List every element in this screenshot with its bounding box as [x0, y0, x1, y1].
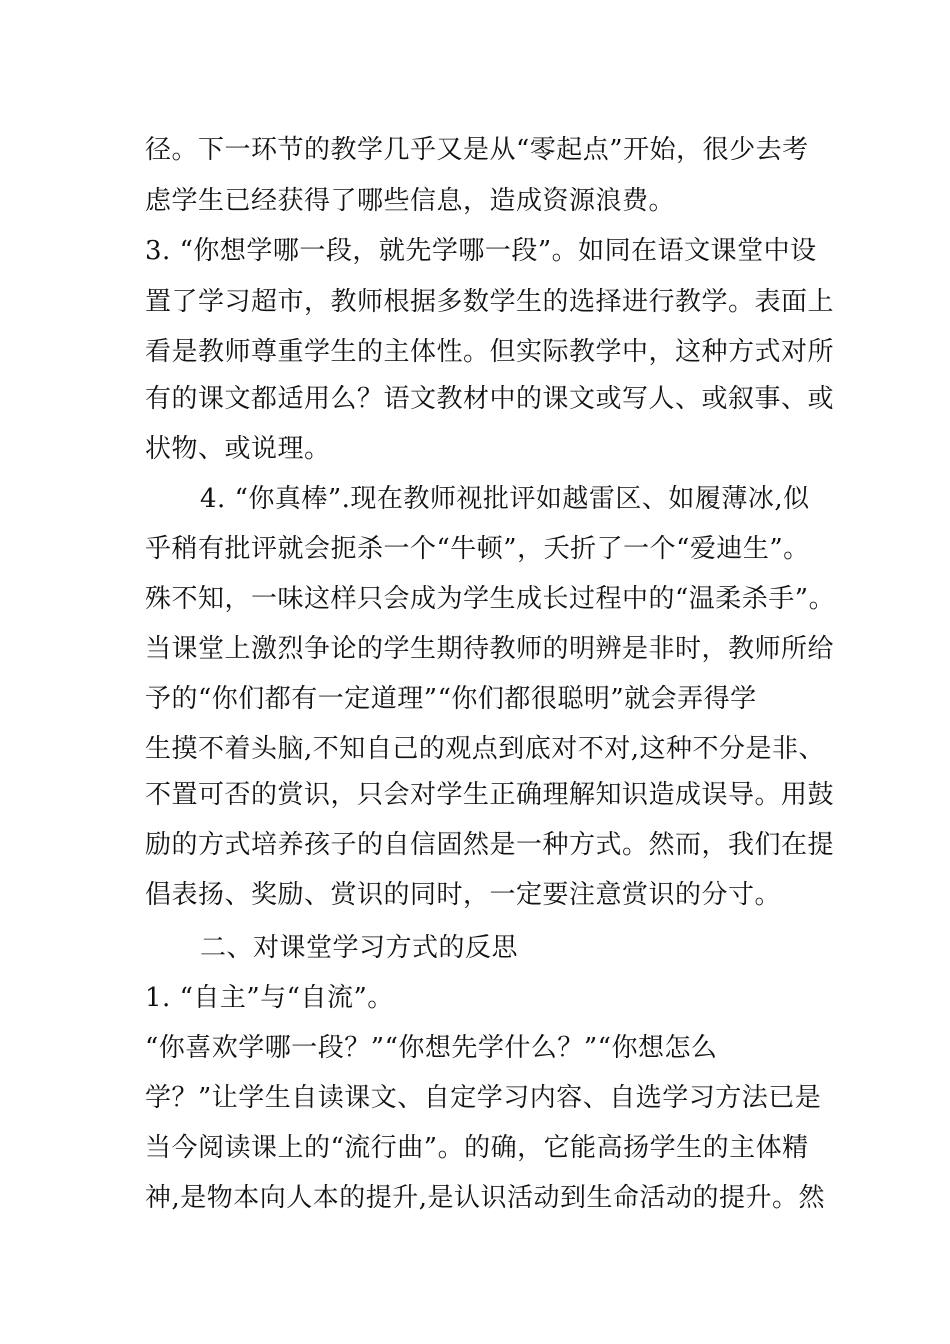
text-line: 3. “你想学哪一段，就先学哪一段”。如同在语文课堂中设 — [145, 236, 817, 266]
text-line: 置了学习超市，教师根据多数学生的选择进行教学。表面上 — [145, 287, 835, 317]
text-line: “你喜欢学哪一段？”“你想先学什么？”“你想怎么 — [145, 1033, 718, 1063]
text-line: 倡表扬、奖励、赏识的同时，一定要注意赏识的分寸。 — [145, 880, 782, 910]
text-line: 状物、或说理。 — [145, 434, 331, 464]
text-line: 不置可否的赏识，只会对学生正确理解知识造成误导。用鼓 — [145, 780, 835, 810]
text-line: 看是教师尊重学生的主体性。但实际教学中，这种方式对所 — [145, 337, 835, 367]
text-line: 予的“你们都有一定道理”“你们都很聪明”就会弄得学 — [145, 684, 757, 714]
text-line: 4. “你真棒”.现在教师视批评如越雷区、如履薄冰,似 — [200, 484, 810, 514]
text-line: 学？”让学生自读课文、自定学习内容、自选学习方法已是 — [145, 1083, 822, 1113]
text-line: 当课堂上激烈争论的学生期待教师的明辨是非时，教师所给 — [145, 634, 835, 664]
text-line: 神,是物本向人本的提升,是认识活动到生命活动的提升。然 — [145, 1183, 826, 1213]
text-line: 有的课文都适用么？语文教材中的课文或写人、或叙事、或 — [145, 384, 835, 414]
text-line: 生摸不着头脑,不知自己的观点到底对不对,这种不分是非、 — [145, 734, 826, 764]
text-line: 虑学生已经获得了哪些信息，造成资源浪费。 — [145, 186, 676, 216]
text-line: 径。下一环节的教学几乎又是从“零起点”开始，很少去考 — [145, 135, 809, 165]
text-line: 1. “自主”与“自流”。 — [145, 983, 394, 1013]
text-line: 殊不知，一味这样只会成为学生成长过程中的“温柔杀手”。 — [145, 584, 836, 614]
section-heading: 二、对课堂学习方式的反思 — [200, 933, 519, 963]
text-line: 当今阅读课上的“流行曲”。的确，它能高扬学生的主体精 — [145, 1133, 809, 1163]
text-line: 乎稍有批评就会扼杀一个“牛顿”，夭折了一个“爱迪生”。 — [145, 534, 810, 564]
text-line: 励的方式培养孩子的自信固然是一种方式。然而，我们在提 — [145, 830, 835, 860]
